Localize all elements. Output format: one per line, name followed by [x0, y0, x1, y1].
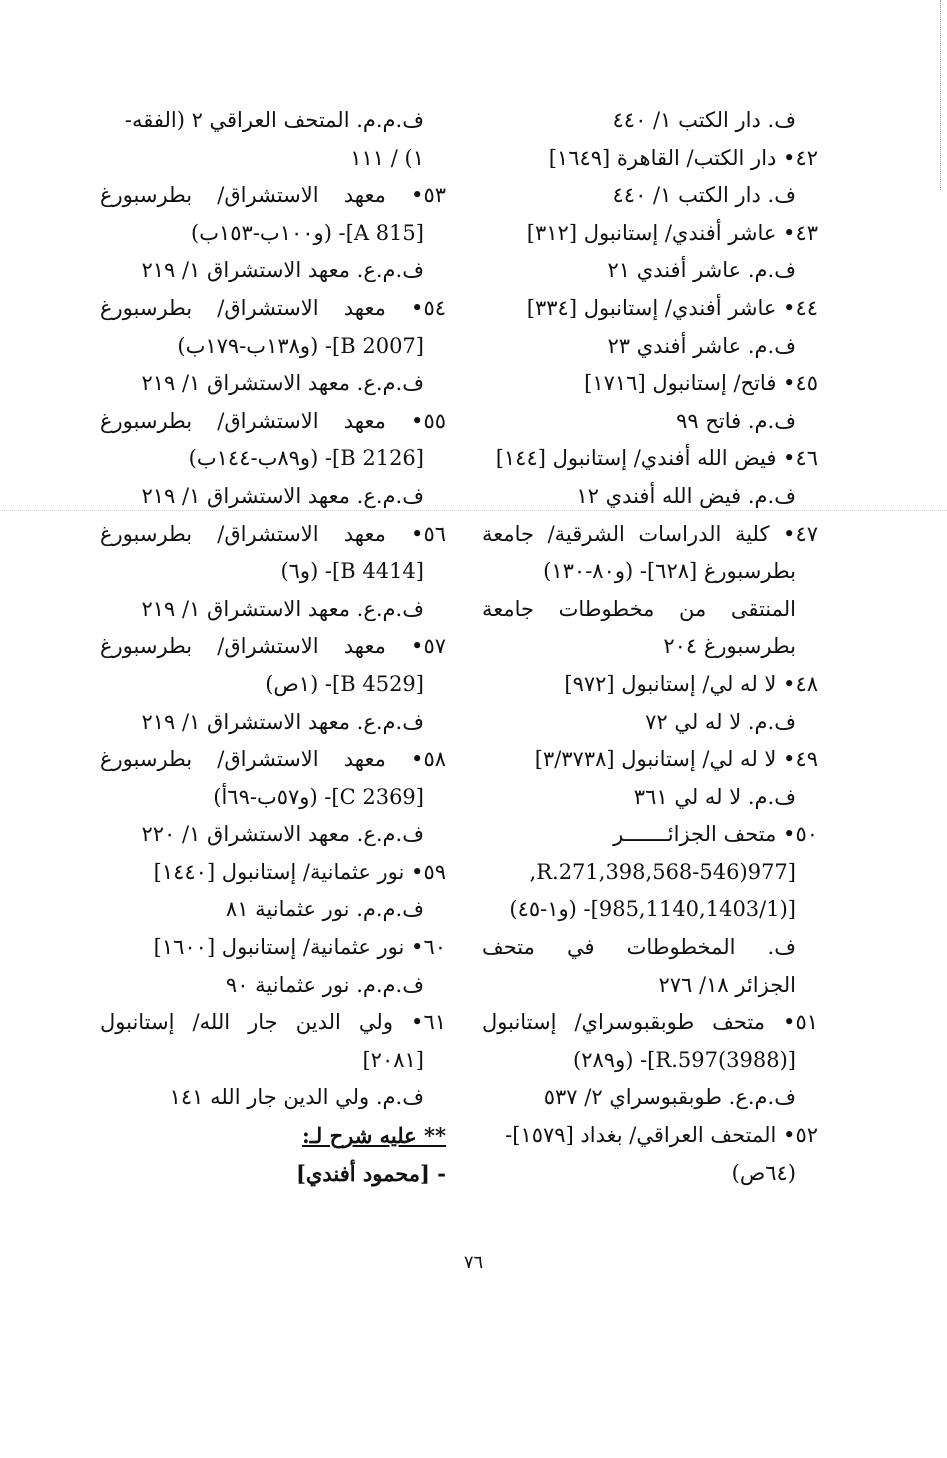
text-line: ف.م. لا له لي ٧٢	[645, 709, 796, 734]
text-line: الجزائر ١٨/ ٢٧٦	[658, 972, 796, 997]
text-line: ف. دار الكتب ١/ ٤٤٠	[612, 183, 796, 208]
text-line: ف.م. عاشر أفندي ٢٣	[607, 333, 796, 358]
text-line: ف.م. عاشر أفندي ٢١	[607, 258, 796, 283]
text-line: ف.م.ع. معهد الاستشراق ١/ ٢١٩	[141, 483, 424, 508]
text-line: ٥٨• معهد الاستشراق/ بطرسبورغ	[100, 747, 446, 772]
text-line: (٦٤ص)	[731, 1160, 796, 1185]
text-line: ١) / ١١١	[350, 145, 424, 170]
text-line: ٥٧• معهد الاستشراق/ بطرسبورغ	[100, 634, 446, 659]
text-line: المنتقى من مخطوطات جامعة	[482, 596, 796, 621]
text-line: ٤٤• عاشر أفندي/ إستانبول [٣٣٤]	[526, 295, 818, 320]
text-line: ف.م. ولي الدين جار الله ١٤١	[169, 1085, 424, 1110]
text-line: ٦١• ولي الدين جار الله/ إستانبول	[100, 1010, 446, 1035]
text-line: ٤٨• لا له لي/ إستانبول [٩٧٢]	[564, 671, 818, 696]
text-line: ف.م. فاتح ٩٩	[676, 408, 796, 433]
text-line: ٤٦• فيض الله أفندي/ إستانبول [١٤٤]	[495, 446, 818, 471]
text-line: ٥٦• معهد الاستشراق/ بطرسبورغ	[100, 521, 446, 546]
text-line: بطرسبورغ [٦٢٨]- (و٨٠-١٣٠)	[543, 559, 796, 584]
text-line: ف.م.ع. معهد الاستشراق ١/ ٢١٩	[141, 596, 424, 621]
text-line: ٥١• متحف طوبقبوسراي/ إستانبول	[482, 1010, 818, 1035]
text-line: [B 2126]- (و٨٩ب-١٤٤ب)	[188, 446, 424, 471]
text-line: ** عليه شرح لـ:	[301, 1123, 446, 1149]
text-line: بطرسبورغ ٢٠٤	[663, 634, 796, 659]
page-edge-dots	[940, 0, 947, 190]
text-line: ف.م.ع. طوبقبوسراي ٢/ ٥٣٧	[543, 1085, 796, 1110]
text-line: [C 2369]- (و٥٧ب-٦٩أ)	[213, 784, 424, 809]
text-line: ٦٠• نور عثمانية/ إستانبول [١٦٠٠]	[153, 935, 446, 960]
text-line: [R.597(3988)]- (و٢٨٩)	[573, 1047, 796, 1072]
text-line: - [محمود أفندي]	[295, 1160, 446, 1186]
text-line: ف.م.ع. معهد الاستشراق ١/ ٢١٩	[141, 709, 424, 734]
text-line: ف.م. فيض الله أفندي ١٢	[576, 483, 796, 508]
text-line: ف.م.ع. معهد الاستشراق ١/ ٢١٩	[141, 258, 424, 283]
text-line: ٥٠• متحف الجزائـــــــر	[613, 822, 818, 847]
text-line: [B 4529]- (١ص)	[265, 671, 424, 696]
text-line: ٤٩• لا له لي/ إستانبول [٣/٣٧٣٨]	[534, 747, 818, 772]
text-line: ٥٢• المتحف العراقي/ بغداد [١٥٧٩]-	[505, 1123, 818, 1148]
text-line: ف.م.م. نور عثمانية ٩٠	[225, 972, 424, 997]
text-line: ف.م.ع. معهد الاستشراق ١/ ٢١٩	[141, 371, 424, 396]
text-line: ف.م.ع. معهد الاستشراق ١/ ٢٢٠	[141, 822, 424, 847]
text-line: [A 815]- (و١٠٠ب-١٥٣ب)	[191, 220, 424, 245]
page-number: ٧٦	[463, 1252, 484, 1273]
text-line: ف.م. لا له لي ٣٦١	[633, 784, 796, 809]
text-line: [(985,1140,1403/1]- (و١-٤٥)	[509, 897, 796, 922]
text-line: ف.م.م. المتحف العراقي ٢ (الفقه-	[124, 108, 424, 132]
text-line: ٥٥• معهد الاستشراق/ بطرسبورغ	[100, 408, 446, 433]
text-line: ٤٣• عاشر أفندي/ إستانبول [٣١٢]	[526, 220, 818, 245]
text-line: ٤٢• دار الكتب/ القاهرة [١٦٤٩]	[548, 145, 818, 170]
text-line: ٥٣• معهد الاستشراق/ بطرسبورغ	[100, 183, 446, 208]
text-line: ٤٥• فاتح/ إستانبول [١٧١٦]	[584, 371, 818, 396]
text-line: [977(546-R.271,398,568,	[529, 859, 796, 884]
text-line: ف. المخطوطات في متحف	[482, 935, 796, 960]
text-line: [٢٠٨١]	[362, 1047, 424, 1072]
text-line: [B 4414]- (و٦)	[280, 559, 424, 584]
text-line: ٥٤• معهد الاستشراق/ بطرسبورغ	[100, 295, 446, 320]
right-text-column	[482, 102, 818, 1192]
text-line: ف. دار الكتب ١/ ٤٤٠	[612, 108, 796, 132]
text-line: [B 2007]- (و١٣٨ب-١٧٩ب)	[177, 333, 424, 358]
text-line: ٤٧• كلية الدراسات الشرقية/ جامعة	[482, 521, 818, 546]
text-line: ف.م.م. نور عثمانية ٨١	[225, 897, 424, 922]
left-text-column	[100, 102, 446, 1192]
text-line: ٥٩• نور عثمانية/ إستانبول [١٤٤٠]	[153, 859, 446, 884]
